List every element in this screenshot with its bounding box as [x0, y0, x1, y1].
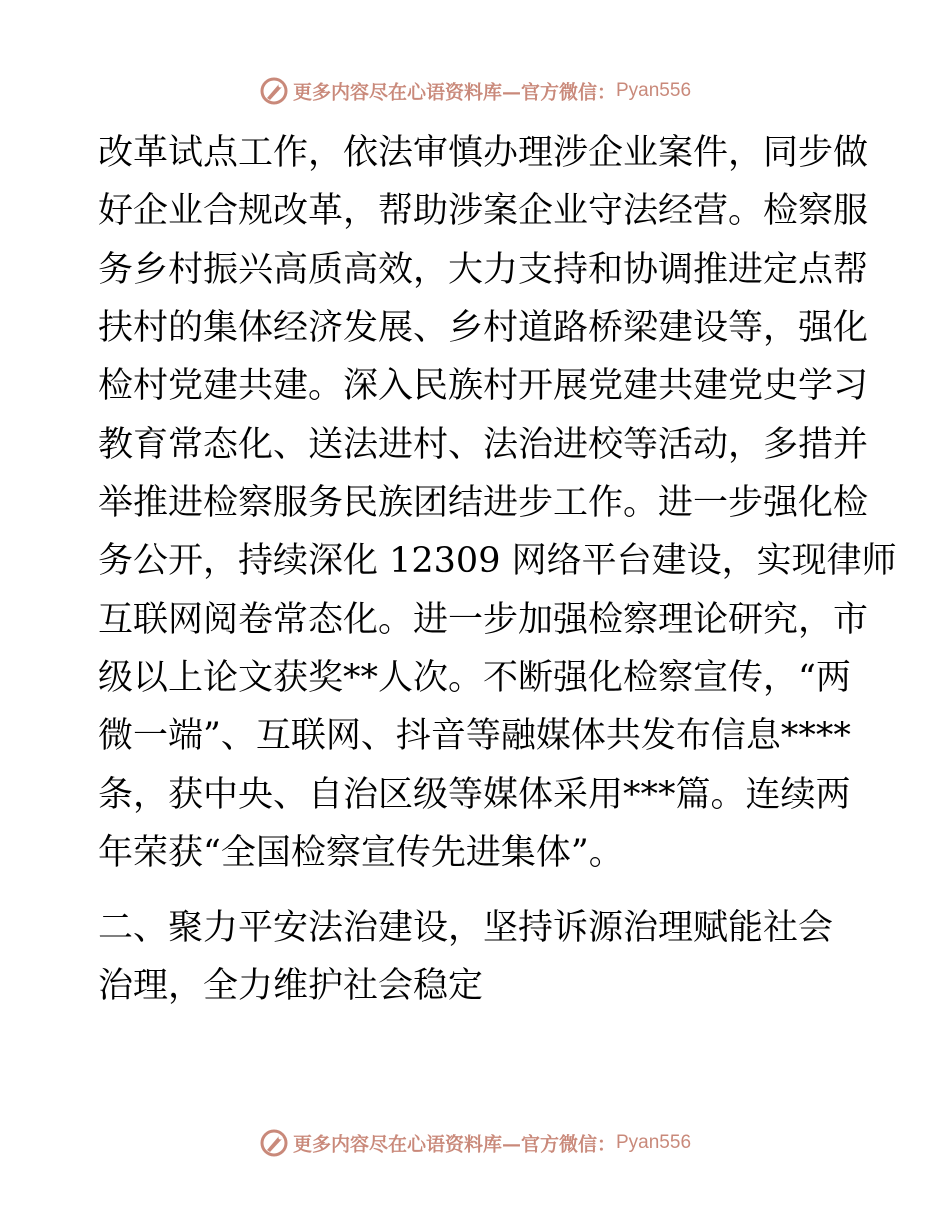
watermark-text: 更多内容尽在心语资料库—官方微信： [292, 81, 616, 104]
text-line: 互联网阅卷常态化。进一步加强检察理论研究，市 [98, 600, 869, 640]
text-line: 扶村的集体经济发展、乡村道路桥梁建设等，强化 [98, 308, 869, 348]
text-line: 年荣获“全国检察宣传先进集体”。 [98, 833, 624, 873]
text-line: 检村党建共建。深入民族村开展党建共建党史学习 [98, 366, 869, 406]
watermark-account: Pyan556 [616, 80, 692, 101]
header-watermark [0, 76, 950, 106]
text-line: 举推进检察服务民族团结进步工作。进一步强化检 [98, 483, 869, 523]
pen-logo-icon [259, 1128, 289, 1158]
text-line: 条，获中央、自治区级等媒体采用***篇。连续两 [98, 775, 851, 815]
watermark-account: Pyan556 [616, 1132, 692, 1153]
text-line: 教育常态化、送法进村、法治进校等活动，多措并 [98, 425, 869, 465]
watermark-text: 更多内容尽在心语资料库—官方微信： [292, 1133, 616, 1156]
text-line: 务公开，持续深化 12309 网络平台建设，实现律师 [98, 541, 897, 581]
text-line: 务乡村振兴高质高效，大力支持和协调推进定点帮 [98, 250, 869, 290]
text-line: 改革试点工作，依法审慎办理涉企业案件，同步做 [98, 133, 869, 173]
pen-logo-icon [259, 76, 289, 106]
text-line: 好企业合规改革，帮助涉案企业守法经营。检察服 [98, 191, 869, 231]
text-line: 微一端”、互联网、抖音等融媒体共发布信息**** [98, 716, 851, 756]
section-heading-line: 二、聚力平安法治建设，坚持诉源治理赋能社会 [98, 908, 834, 948]
footer-watermark [0, 1128, 950, 1158]
section-heading-line: 治理，全力维护社会稳定 [98, 966, 484, 1006]
text-line: 级以上论文获奖**人次。不断强化检察宣传，“两 [98, 658, 851, 698]
